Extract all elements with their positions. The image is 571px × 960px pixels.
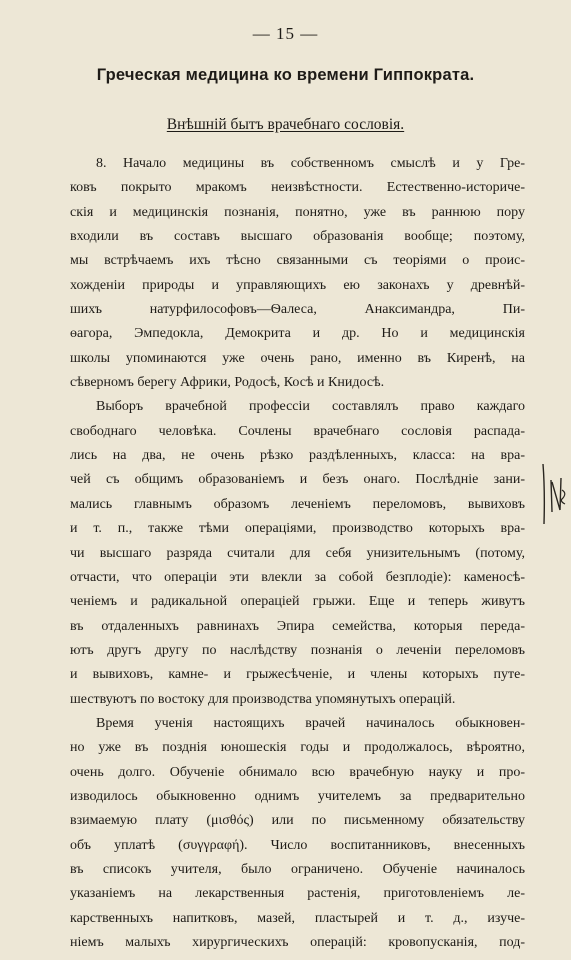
text-line: Выборъ врачебной профессіи составлялъ право каждаго [96,399,525,415]
text-line: карственныхъ напитковъ, мазей, пластырей и т. д., изуче- [70,910,525,926]
text-line: хожденіи природы и управляющихъ ею законахъ у древнѣй- [70,277,525,293]
text-line: школы упоминаются уже очень рано, именно въ Киренѣ, на [70,350,525,366]
text-line: скія и медицинскія познанія, понятно, уже въ раннюю пору [70,204,525,220]
section-title [0,116,571,134]
handwritten-margin-mark [540,460,568,530]
text-line: въ отдаленныхъ равнинахъ Эпира семейства, которыя переда- [70,618,525,634]
text-line: мались главнымъ образомъ леченіемъ переломовъ, вывиховъ [70,496,525,512]
section-title-text: Внѣшній бытъ врачебнаго сословія. [166,116,405,133]
text-line: объ уплатѣ (συγγραφή). Число воспитанниковъ, внесенныхъ [70,837,525,853]
text-line: ченіемъ и радикальной операціей грыжи. Еще и теперь живутъ [70,594,525,610]
text-line: ніемъ малыхъ хирургическихъ операцій: кровопусканія, под- [70,935,525,950]
text-line: чей съ общимъ образованіемъ и безъ онаго. Послѣдніе зани- [70,472,525,488]
text-line: лись на два, не очень рѣзко раздѣленныхъ, класса: на вра- [70,448,525,464]
text-line: взимаемую плату (μισθός) или по письменному обязательству [70,813,525,829]
text-line: и вывиховъ, камне- и грыжесѣченіе, и члены которыхъ путе- [70,667,525,683]
text-line: изводилось обыкновенно однимъ учителемъ за предварительно [70,788,525,804]
text-line: шествуютъ по востоку для производства упомянутыхъ операцій. [70,691,456,707]
page-number: — 15 — [252,24,319,43]
text-line: ѳагора, Эмпедокла, Демокрита и др. Но и медицинскія [70,326,525,342]
text-line: и т. п., также тѣми операціями, производство которыхъ вра- [70,521,525,537]
handwritten-mark-icon [540,460,568,530]
text-line: очень долго. Обученіе обнимало всю врачебную науку и про- [70,764,525,780]
text-line: чи высшаго разряда считали для себя унизительнымъ (потому, [70,545,525,561]
text-line: сѣверномъ берегу Африки, Родосѣ, Косѣ и Книдосѣ. [70,375,385,391]
text-line: мы встрѣчаемъ ихъ тѣсно связанными съ теоріями о проис- [70,253,525,269]
text-line: 8. Начало медицины въ собственномъ смыслѣ и у Гре- [96,156,525,171]
text-line: шихъ натурфилософовъ—Ѳалеса, Анаксимандра, Пи- [70,302,525,318]
text-line: въ списокъ учителя, было ограничено. Обученіе начиналось [70,861,525,877]
text-line: указаніемъ на лекарственныя растенія, приготовленіемъ ле- [70,886,525,902]
text-line: свободнаго человѣка. Сочлены врачебнаго сословія распада- [70,423,525,439]
text-line: отчасти, что операціи эти влекли за собой безплодіе): каменосѣ- [70,569,525,585]
text-line: ютъ другъ другу по наслѣдству познанія о леченіи переломовъ [70,642,525,658]
text-line: но уже въ позднія юношескія годы и продолжалось, вѣроятно, [70,740,525,756]
body-text [70,152,525,955]
text-line: входили въ составъ высшаго образованія вообще; поэтому, [70,229,525,245]
chapter-title: Греческая медицина ко времени Гиппократа. [96,66,475,84]
text-line: Время ученія настоящихъ врачей начиналось обыкновен- [96,715,525,731]
text-line: ковъ покрыто мракомъ неизвѣстности. Естественно-историче- [70,180,525,196]
